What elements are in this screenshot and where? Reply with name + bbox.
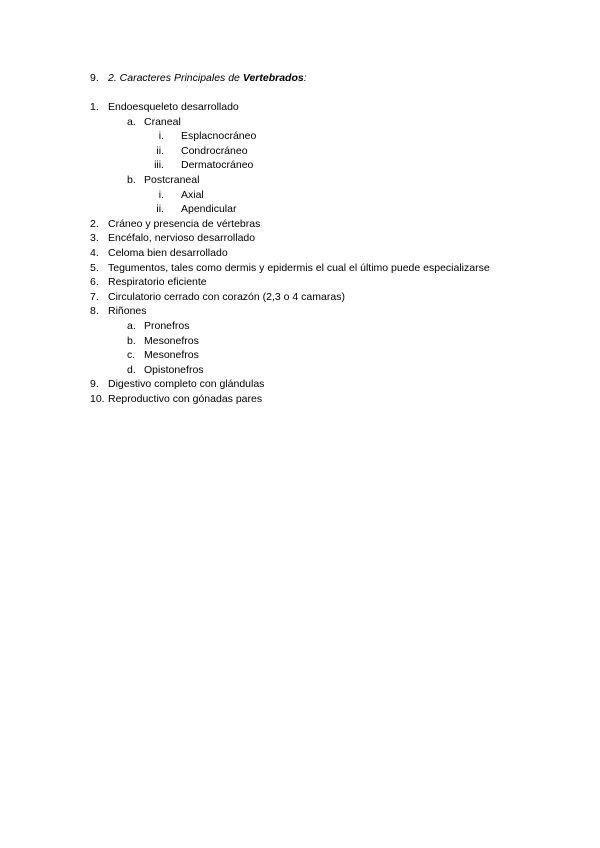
list-item-text: Circulatorio cerrado con corazón (2,3 o 4 camaras) [108,290,345,303]
heading-bold-term: Vertebrados [242,72,304,84]
list-marker: 6. [90,276,99,289]
heading-suffix: : [303,72,307,84]
list-item-text: Celoma bien desarrollado [108,246,228,259]
list-item [0,275,600,290]
section-heading [90,71,307,85]
list-marker: b. [127,334,136,347]
list-item-text: Postcraneal [144,173,200,186]
list-marker: i. [158,188,164,201]
list-item-text: Apendicular [181,203,237,216]
list-item [0,392,600,407]
list-marker: 10. [90,392,105,405]
list-item-text: Opistonefros [144,363,204,376]
list-item-text: Mesonefros [144,334,199,347]
list-item [0,202,600,217]
list-item-text: Mesonefros [144,349,199,362]
list-item [0,246,600,261]
list-item [0,158,600,173]
list-marker: 5. [90,261,99,274]
list-marker: 2. [90,217,99,230]
list-marker: 4. [90,246,99,259]
list-marker: ii. [156,144,164,157]
list-item [0,319,600,334]
list-item [0,100,600,115]
list-item-text: Pronefros [144,319,190,332]
list-item-text: Esplacnocráneo [181,130,257,143]
list-item [0,217,600,232]
list-item [0,129,600,144]
list-item-text: Reproductivo con gónadas pares [108,392,263,405]
list-item-text: Riñones [108,305,147,318]
list-item [0,348,600,363]
list-marker: ii. [156,203,164,216]
list-item [0,144,600,159]
list-marker: 8. [90,305,99,318]
list-marker: 7. [90,290,99,303]
heading-number: 9. [90,72,99,84]
list-marker: i. [158,130,164,143]
list-item-text: Encéfalo, nervioso desarrollado [108,232,256,245]
list-marker: 3. [90,232,99,245]
list-item-text: Axial [181,188,204,201]
list-item-text: Tegumentos, tales como dermis y epidermis el cual el último puede especializarse [108,261,490,274]
list-item [0,188,600,203]
list-item-text: Craneal [144,115,181,128]
list-item [0,173,600,188]
list-item-text: Condrocráneo [181,144,248,157]
list-item [0,261,600,276]
heading-title [108,72,307,84]
list-item-text: Dermatocráneo [181,159,254,172]
list-item-text: Respiratorio eficiente [108,276,207,289]
list-item [0,304,600,319]
list-marker: a. [127,115,136,128]
list-item [0,377,600,392]
list-marker: d. [127,363,136,376]
list-item [0,334,600,349]
list-marker: 1. [90,101,99,113]
list-marker: c. [127,349,136,362]
list-marker: b. [127,173,136,186]
list-item [0,231,600,246]
list-item-text: Digestivo completo con glándulas [108,378,265,391]
heading-prefix: 2. Caracteres Principales de [108,72,243,84]
characteristics-list [0,100,600,406]
list-marker: a. [127,319,136,332]
list-item-text: Endoesqueleto desarrollado [108,101,239,113]
list-marker: 9. [90,378,99,391]
list-item-text: Cráneo y presencia de vértebras [108,217,261,230]
list-item [0,290,600,305]
list-item [0,363,600,378]
list-marker: iii. [154,159,164,172]
list-item [0,115,600,130]
